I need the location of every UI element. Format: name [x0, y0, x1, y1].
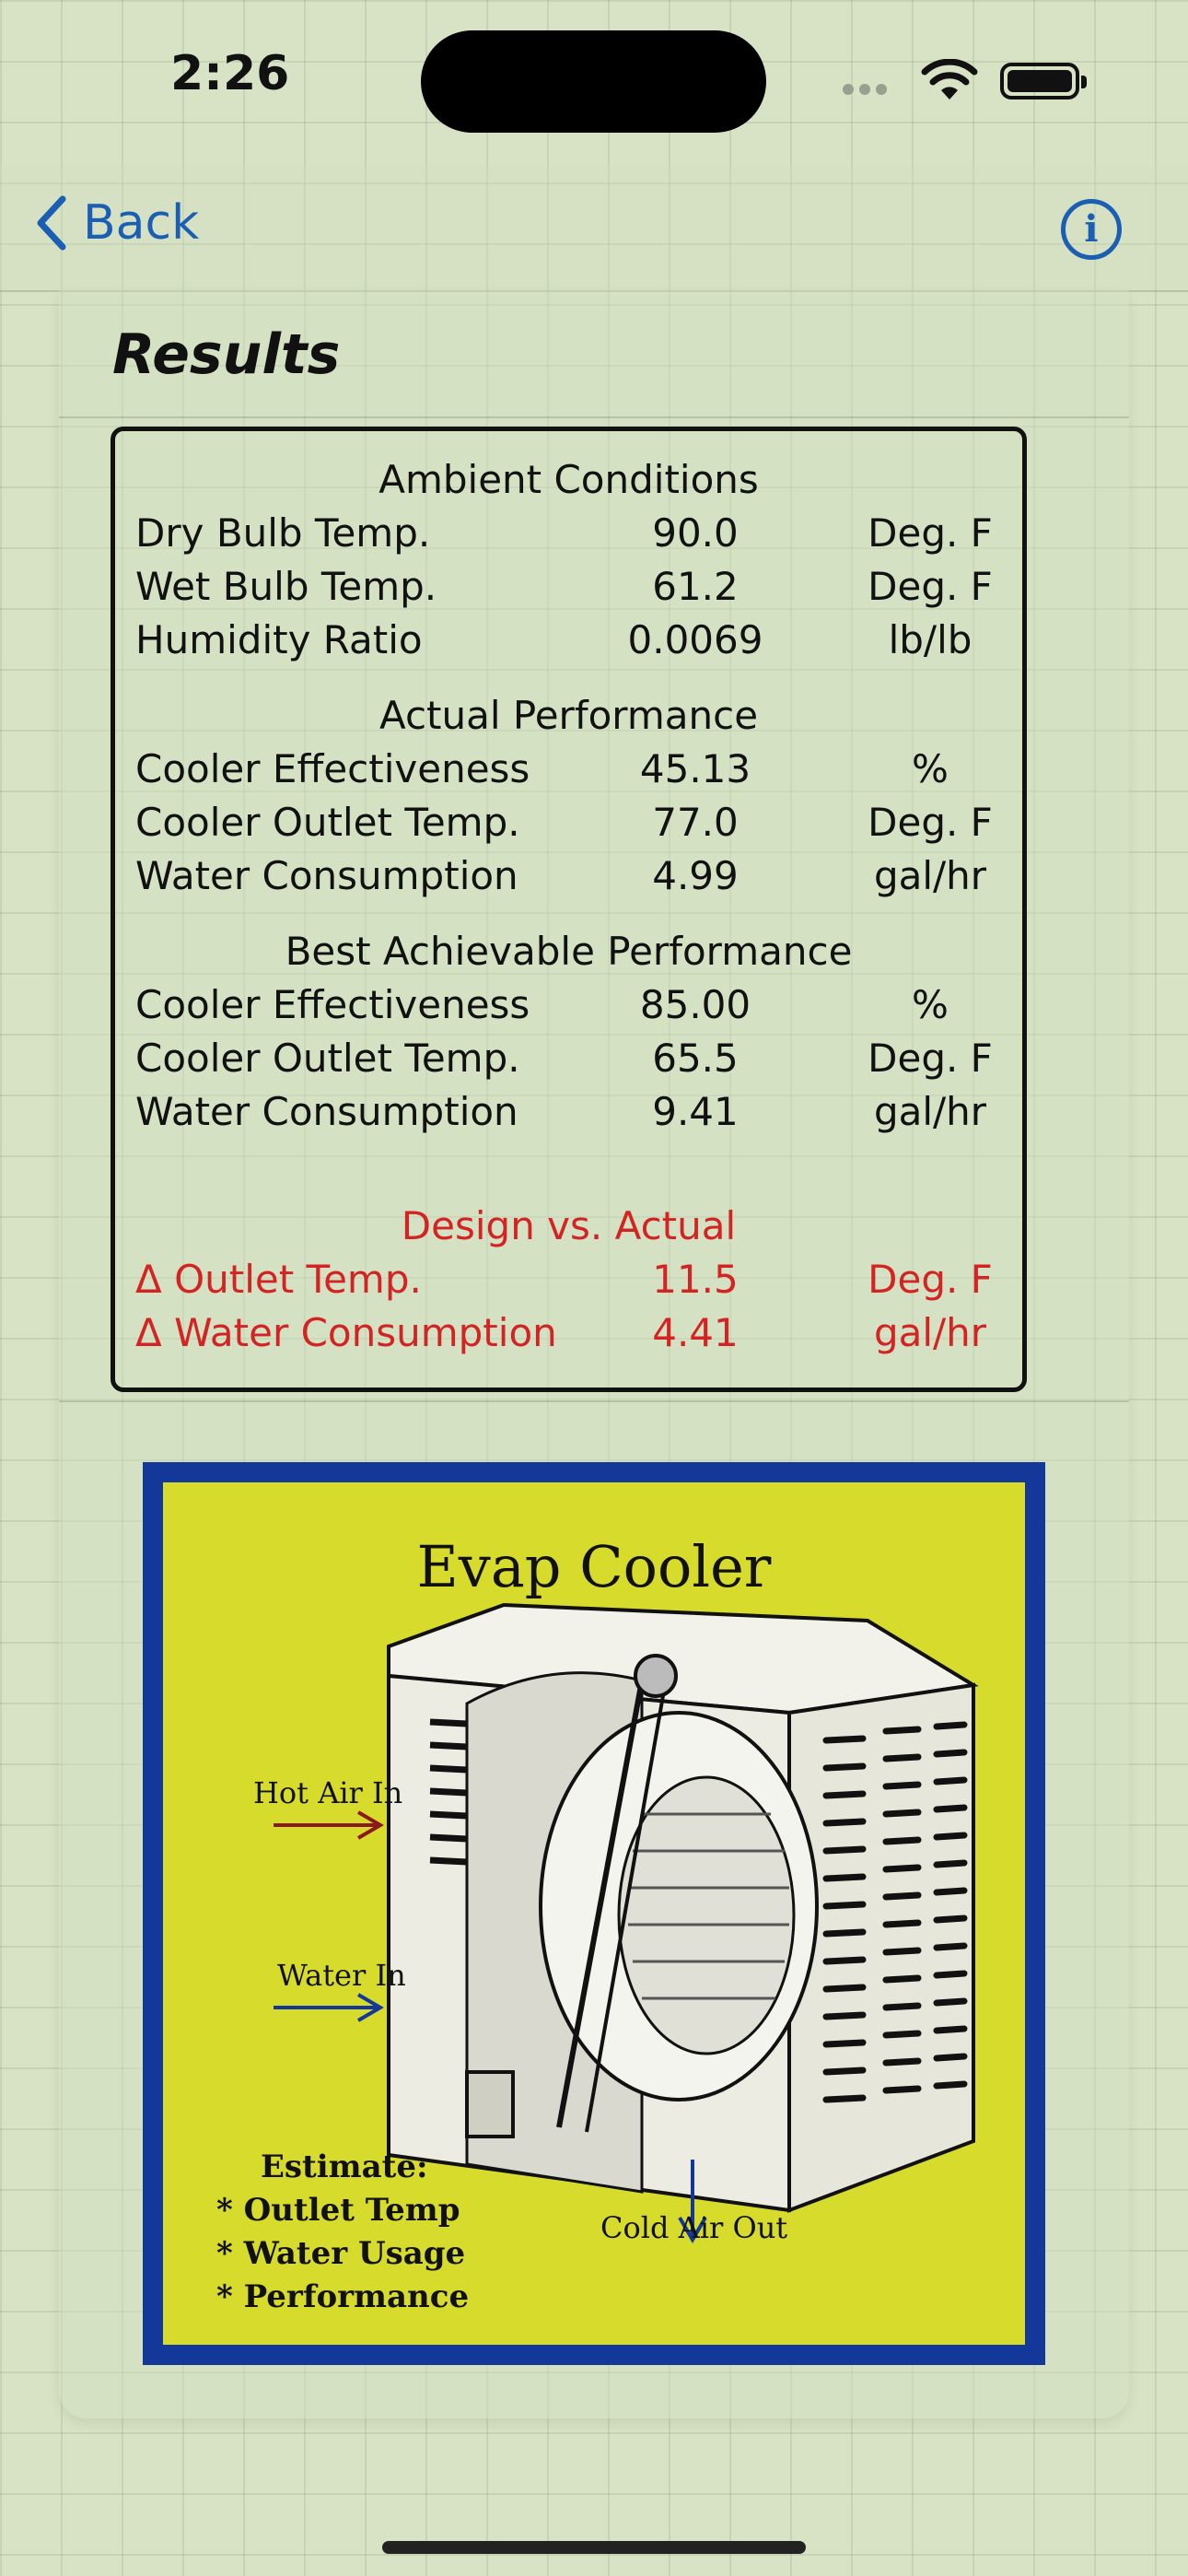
section-title-best: Best Achievable Performance [285, 929, 853, 974]
info-icon: i [1084, 207, 1099, 251]
info-button[interactable] [1061, 199, 1122, 260]
illustration-title: Evap Cooler [416, 1533, 772, 1600]
hot-air-in-label: Hot Air In [253, 1775, 403, 1810]
section-title-actual: Actual Performance [379, 693, 759, 738]
back-button[interactable] [35, 195, 199, 251]
home-indicator[interactable] [382, 2541, 806, 2554]
table-row: Cooler Outlet Temp. 77.0 Deg. F [135, 800, 993, 845]
status-time: 2:26 [170, 46, 290, 101]
cold-air-out-label: Cold Air Out [600, 2210, 788, 2245]
status-bar [0, 0, 1188, 166]
table-row: Cooler Effectiveness 45.13 % [135, 746, 949, 791]
list-item: * Performance [216, 2278, 470, 2315]
back-label: Back [83, 195, 200, 251]
results-title: Results [112, 322, 341, 387]
table-row: Δ Outlet Temp. 11.5 Deg. F [135, 1257, 993, 1302]
estimate-heading: Estimate: [261, 2149, 428, 2185]
table-row: Cooler Outlet Temp. 65.5 Deg. F [135, 1036, 993, 1081]
cellular-signal-icon [843, 81, 903, 94]
table-row: Cooler Effectiveness 85.00 % [135, 982, 949, 1027]
divider [59, 1400, 1129, 1402]
section-title-ambient: Ambient Conditions [379, 457, 759, 502]
list-item: * Water Usage [216, 2235, 466, 2272]
table-row: Water Consumption 4.99 gal/hr [135, 853, 987, 898]
table-row: Humidity Ratio 0.0069 lb/lb [135, 617, 973, 662]
evap-cooler-illustration [143, 1462, 1045, 2365]
water-in-label: Water In [277, 1958, 406, 1993]
table-row: Wet Bulb Temp. 61.2 Deg. F [135, 564, 993, 609]
wifi-icon [921, 59, 978, 105]
table-row: Water Consumption 9.41 gal/hr [135, 1089, 987, 1134]
hot-air-arrow [274, 1812, 380, 1838]
chevron-left-icon [35, 195, 66, 251]
dynamic-island [421, 30, 766, 133]
battery-icon [1000, 63, 1079, 100]
divider [59, 416, 1129, 418]
table-row: Dry Bulb Temp. 90.0 Deg. F [135, 510, 993, 556]
results-panel [111, 427, 1027, 1392]
navigation-bar [0, 166, 1188, 292]
list-item: * Outlet Temp [216, 2192, 460, 2229]
table-row: Δ Water Consumption 4.41 gal/hr [135, 1310, 987, 1355]
water-in-arrow [274, 1995, 380, 2020]
section-title-design-vs-actual: Design vs. Actual [401, 1203, 737, 1248]
estimate-list [216, 2146, 469, 2319]
